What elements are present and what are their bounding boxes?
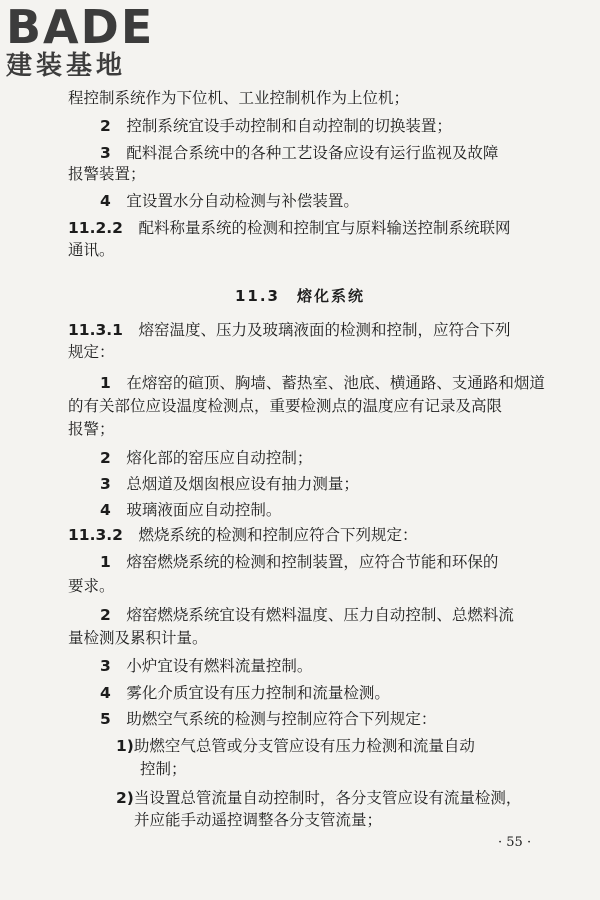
list-item: 2 熔化部的窑压应自动控制； — [100, 449, 313, 467]
text-line: 报警； — [68, 420, 115, 438]
list-item: 1 熔窑燃烧系统的检测和控制装置，应符合节能和环保的 — [100, 553, 499, 571]
sub-list-item: 2)当设置总管流量自动控制时，各分支管应设有流量检测， — [116, 789, 522, 807]
clause: 11.3.2 燃烧系统的检测和控制应符合下列规定： — [68, 526, 418, 544]
logo-wordmark: BADE — [6, 0, 155, 54]
page-number: · 55 · — [498, 835, 532, 850]
text-line: 并应能手动遥控调整各分支管流量； — [134, 811, 383, 829]
list-item: 4 玻璃液面应自动控制。 — [100, 501, 282, 519]
list-item: 2 控制系统宜设手动控制和自动控制的切换装置； — [100, 117, 452, 135]
list-item: 4 宜设置水分自动检测与补偿装置。 — [100, 192, 359, 210]
list-item: 3 小炉宜设有燃料流量控制。 — [100, 657, 313, 675]
logo-subtitle: 建装基地 — [6, 51, 127, 81]
list-item: 3 总烟道及烟囱根应设有抽力测量； — [100, 475, 359, 493]
clause: 11.2.2 配料称量系统的检测和控制宜与原料输送控制系统联网 — [68, 219, 511, 237]
sub-list-item: 1)助燃空气总管或分支管应设有压力检测和流量自动 — [116, 737, 475, 755]
clause: 11.3.1 熔窑温度、压力及玻璃液面的检测和控制，应符合下列 — [68, 321, 511, 339]
text-line: 控制； — [140, 760, 187, 778]
list-item: 5 助燃空气系统的检测与控制应符合下列规定： — [100, 710, 437, 728]
text-line: 要求。 — [68, 577, 115, 595]
list-item: 3 配料混合系统中的各种工艺设备应设有运行监视及故障 — [100, 144, 499, 162]
text-line: 的有关部位应设温度检测点，重要检测点的温度应有记录及高限 — [68, 397, 503, 415]
watermark-logo — [6, 0, 155, 81]
text-line: 程控制系统作为下位机、工业控制机作为上位机； — [68, 89, 410, 107]
text-line: 规定： — [68, 343, 115, 361]
text-line: 报警装置； — [68, 165, 146, 183]
list-item: 1 在熔窑的碹顶、胸墙、蓄热室、池底、横通路、支通路和烟道 — [100, 374, 545, 392]
list-item: 4 雾化介质宜设有压力控制和流量检测。 — [100, 684, 390, 702]
text-line: 通讯。 — [68, 241, 115, 259]
text-line: 量检测及累积计量。 — [68, 629, 208, 647]
list-item: 2 熔窑燃烧系统宜设有燃料温度、压力自动控制、总燃料流 — [100, 606, 514, 624]
section-heading: 11.3 熔化系统 — [234, 287, 365, 305]
